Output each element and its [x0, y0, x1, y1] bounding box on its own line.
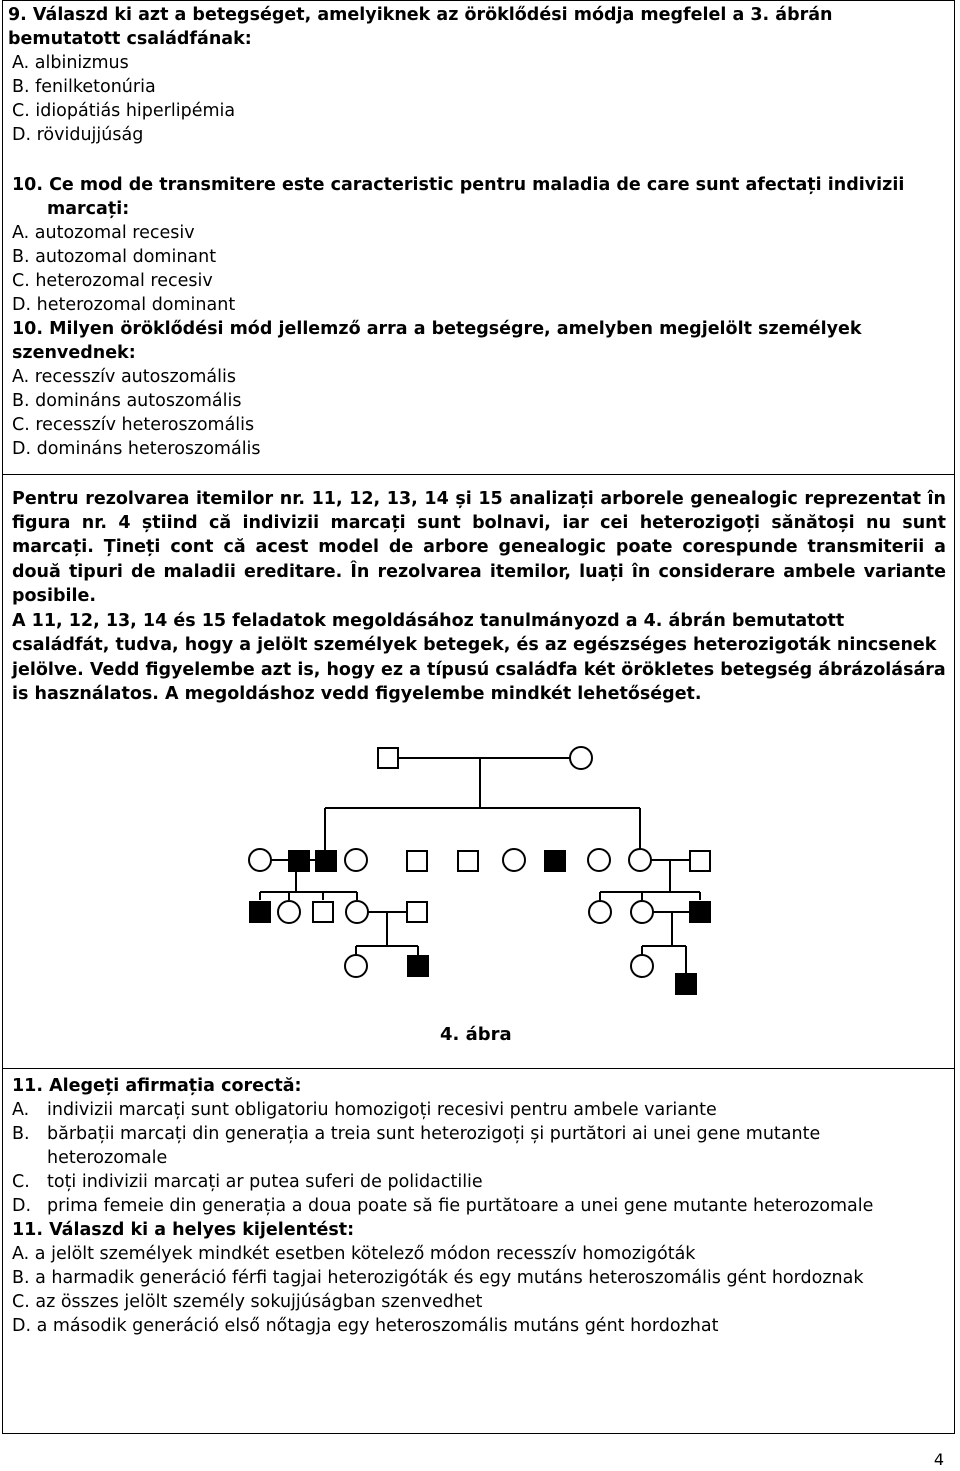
q11-hu-option-a: A. a jelölt személyek mindkét esetben kötelező módon recesszív homozigóták	[12, 1244, 696, 1264]
q10-hu-title-line-1: 10. Milyen öröklődési mód jellemző arra a betegségre, amelyben megjelölt személyek	[12, 319, 862, 339]
q10-ro-option-a: A. autozomal recesiv	[12, 223, 195, 243]
q10-hu-option-a: A. recesszív autoszomális	[12, 367, 236, 387]
gen2-female-4	[629, 849, 651, 871]
q10-ro-option-d: D. heterozomal dominant	[12, 295, 236, 315]
q11-ro-option-a: indivizii marcați sunt obligatoriu homozigoți recesivi pentru ambele variante	[47, 1100, 717, 1120]
gen2-male-3	[407, 851, 427, 871]
intro-ro-paragraph: Pentru rezolvarea itemilor nr. 11, 12, 13, 14 și 15 analizați arborele genealogic reprezentat în figura nr. 4 știind că indivizii marcați sunt bolnavi, iar cei heterozigoți sănătoși nu sunt marcați. Țineți cont că acest model de arbore genealogic poate corespunde transmiterii a două tipuri de maladii ereditare. În rezolvarea itemilor, luați în considerare ambele variante posibile.	[12, 489, 946, 606]
gen1-male	[378, 748, 398, 768]
q9-option-a: A. albinizmus	[12, 53, 129, 73]
gen3-female-2	[346, 901, 368, 923]
figure-divider	[2, 1068, 955, 1069]
figure-caption: 4. ábra	[440, 1024, 512, 1045]
gen2-male-4	[458, 851, 478, 871]
q11-ro-title: 11. Alegeți afirmația corectă:	[12, 1076, 302, 1096]
q11-hu-title: 11. Válaszd ki a helyes kijelentést:	[12, 1220, 355, 1240]
q9-option-d: D. rövidujjúság	[12, 125, 144, 145]
page-number: 4	[933, 1450, 944, 1469]
intro-hu-paragraph: A 11, 12, 13, 14 és 15 feladatok megoldásához tanulmányozd a 4. ábrán bemutatott családfát, tudva, hogy a jelölt személyek betegek, és az egészséges heterozigoták nincsenek jelölve. Vedd figyelembe azt is, hogy ez a típusú családfa két örökletes betegség ábrázolására is használatos. A megoldáshoz vedd figyelembe mindkét lehetőséget.	[12, 611, 946, 705]
q10-ro-option-c: C. heterozomal recesiv	[12, 271, 213, 291]
q10-hu-option-d: D. domináns heteroszomális	[12, 439, 261, 459]
gen4-female-1	[345, 955, 367, 977]
q11-ro-option-d: prima femeie din generația a doua poate să fie purtătoare a unei gene mutante heterozomale	[47, 1196, 874, 1216]
q10-ro-option-b: B. autozomal dominant	[12, 247, 217, 267]
gen2-left-wife	[249, 849, 271, 871]
gen2-right-husband	[690, 851, 710, 871]
gen3-affected-male-2	[690, 902, 710, 922]
gen3-husband	[407, 902, 427, 922]
q11-ro-option-b: bărbații marcați din generația a treia sunt heterozigoți și purtători ai unei gene mutante	[47, 1124, 821, 1144]
gen3-female-1	[278, 901, 300, 923]
q10-ro-title-line-1: 10. Ce mod de transmitere este caracteristic pentru maladia de care sunt afectați indivizii	[12, 175, 905, 195]
gen2-female-2	[503, 849, 525, 871]
gen1-female	[570, 747, 592, 769]
q9-title-line-2: bemutatott családfának:	[8, 29, 252, 49]
q11-ro-option-a-letter: A.	[12, 1100, 30, 1120]
q10-ro-title-line-2: marcați:	[47, 199, 130, 219]
gen3-male-2	[313, 902, 333, 922]
q11-hu-option-c: C. az összes jelölt személy sokujjúságban szenvedhet	[12, 1292, 483, 1312]
gen4-affected-male-1	[408, 956, 428, 976]
gen2-affected-male-3	[545, 851, 565, 871]
q11-hu-option-d: D. a második generáció első nőtagja egy heteroszomális mutáns gént hordozhat	[12, 1316, 719, 1336]
q11-ro-option-b-letter: B.	[12, 1124, 30, 1144]
q11-hu-option-b: B. a harmadik generáció férfi tagjai heterozigóták és egy mutáns heteroszomális gént hordoznak	[12, 1268, 864, 1288]
q9-option-b: B. fenilketonúria	[12, 77, 156, 97]
q9-title-line-1: 9. Válaszd ki azt a betegséget, amelyiknek az öröklődési módja megfelel a 3. ábrán	[8, 5, 833, 25]
q10-hu-option-c: C. recesszív heteroszomális	[12, 415, 255, 435]
gen2-affected-male-2	[316, 851, 336, 871]
gen2-female-1	[345, 849, 367, 871]
q9-option-c: C. idiopátiás hiperlipémia	[12, 101, 236, 121]
q10-hu-title-line-2: szenvednek:	[12, 343, 136, 363]
gen3-female-4	[631, 901, 653, 923]
q11-ro-option-c: toți indivizii marcați ar putea suferi de polidactilie	[47, 1172, 483, 1192]
q11-ro-option-c-letter: C.	[12, 1172, 30, 1192]
gen3-affected-male-1	[250, 902, 270, 922]
gen2-affected-male-1	[289, 851, 309, 871]
gen3-female-3	[589, 901, 611, 923]
q11-ro-option-d-letter: D.	[12, 1196, 32, 1216]
gen2-female-3	[588, 849, 610, 871]
gen4-female-2	[631, 955, 653, 977]
gen4-affected-male-2	[676, 974, 696, 994]
q10-hu-option-b: B. domináns autoszomális	[12, 391, 242, 411]
q11-ro-option-b-line-2: heterozomale	[47, 1148, 168, 1168]
